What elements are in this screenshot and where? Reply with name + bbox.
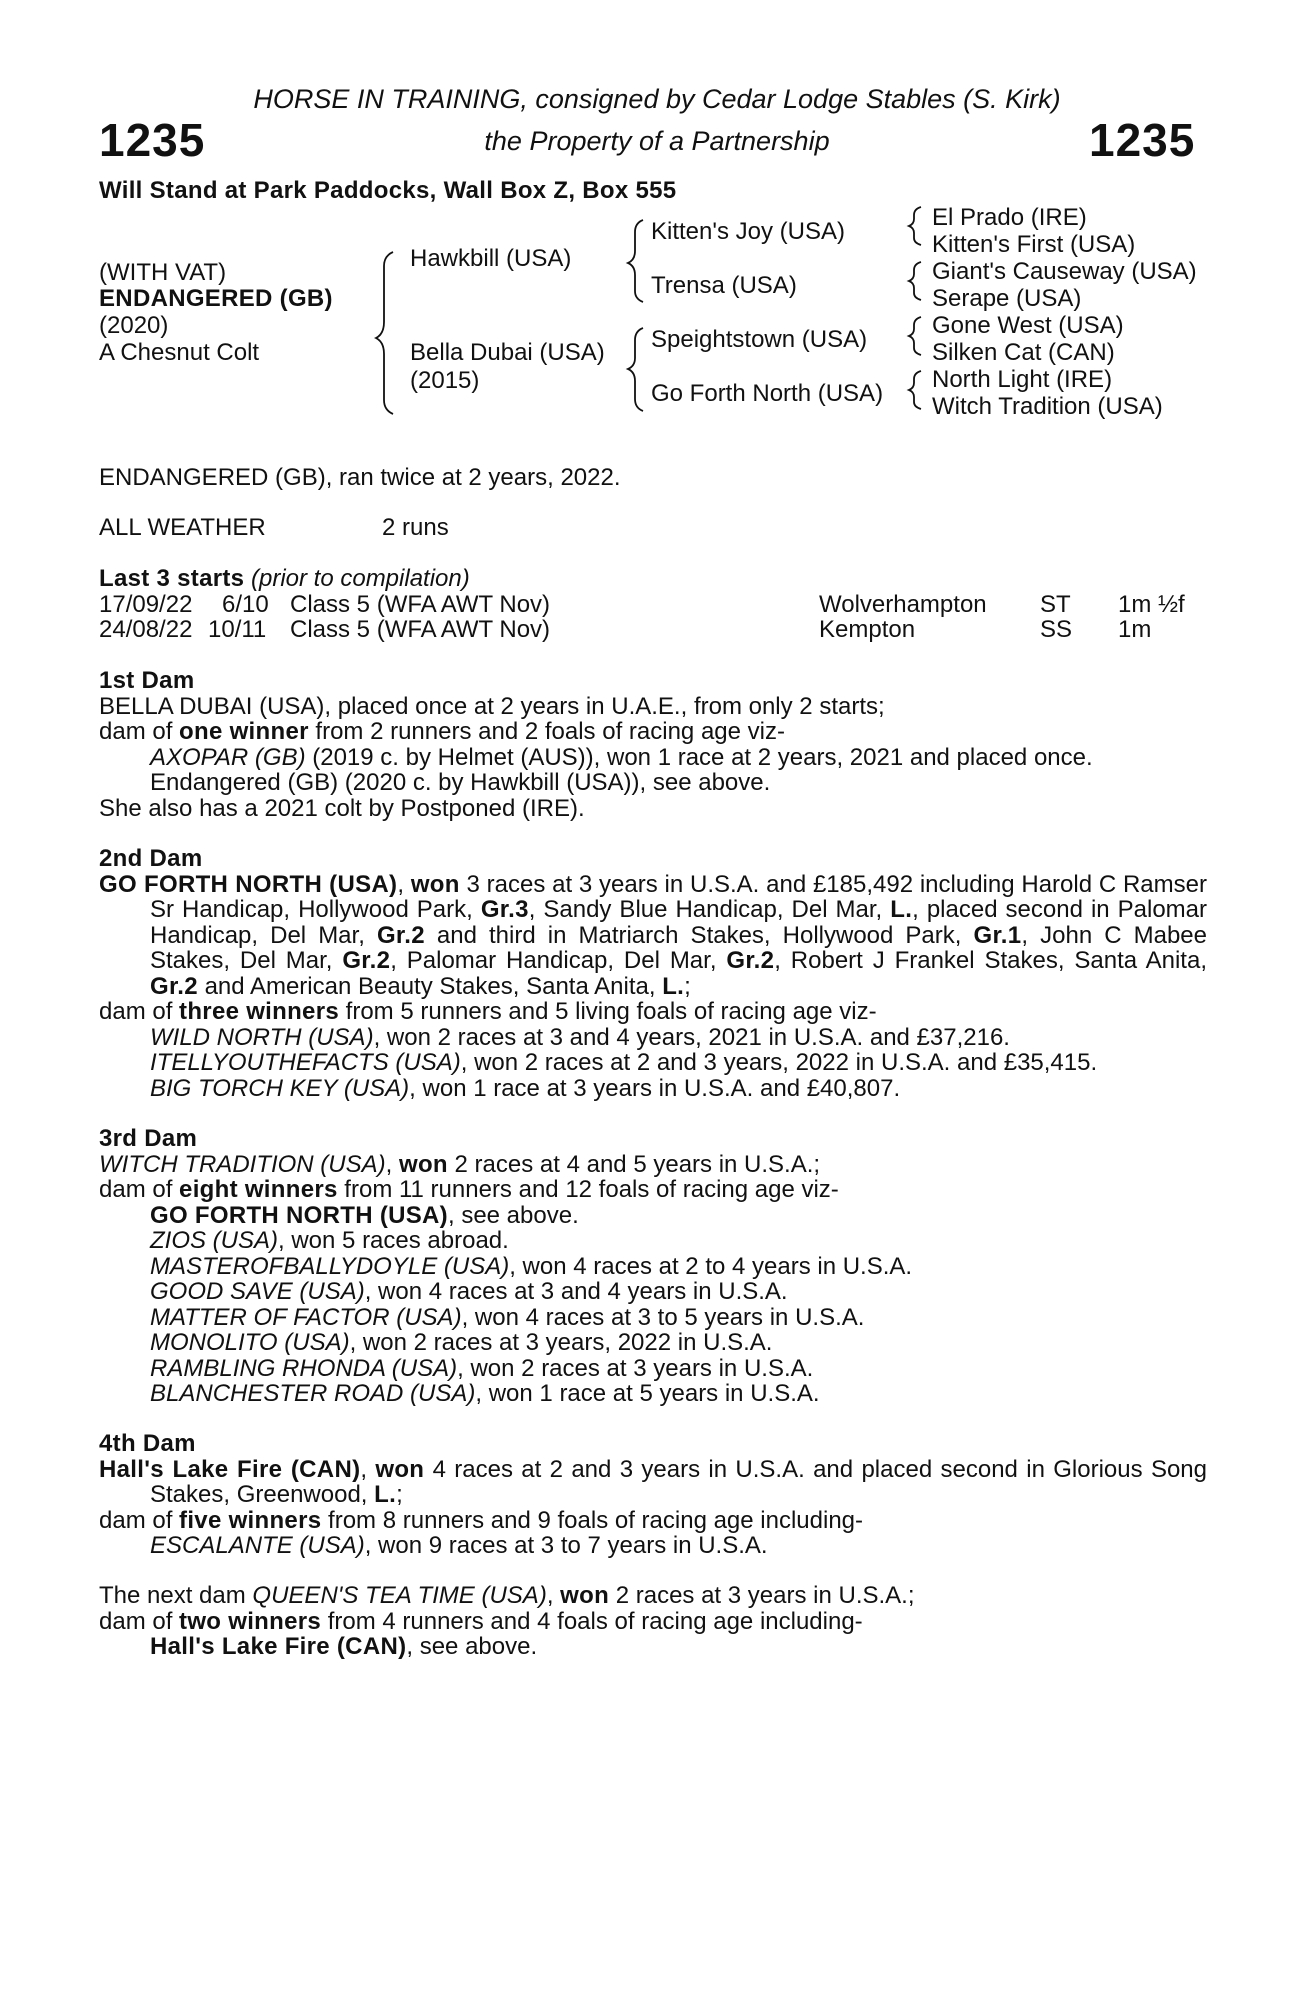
fourth-dam-record: Hall's Lake Fire (CAN), won 4 races at 2 and 3 years in U.S.A. and placed second in Glorious Song Stakes, Greenwood, L.; <box>99 1455 1208 1508</box>
first-dam-line: BELLA DUBAI (USA), placed once at 2 years in U.A.E., from only 2 starts; <box>99 692 885 720</box>
first-dam-note: She also has a 2021 colt by Postponed (IRE). <box>99 794 585 822</box>
produce-endangered: Endangered (GB) (2020 c. by Hawkbill (USA)), see above. <box>150 769 771 796</box>
sss: El Prado (IRE) <box>932 204 1087 231</box>
first-dam-produce-line: dam of one winner from 2 runners and 2 foals of racing age viz- <box>99 718 785 745</box>
third-dam-produce-line: dam of eight winners from 11 runners and 12 foals of racing age viz- <box>99 1176 839 1203</box>
consignor-line: HORSE IN TRAINING, consigned by Cedar Lodge Stables (S. Kirk) <box>253 84 1061 114</box>
start-row-1-surface: ST <box>1040 591 1071 618</box>
start-row-1-race: Class 5 (WFA AWT Nov) <box>290 591 551 618</box>
start-row-2-pos: 10/11 <box>208 616 267 643</box>
last-starts-note: (prior to compilation) <box>250 565 470 592</box>
start-row-1-pos: 6/10 <box>222 591 269 618</box>
sire-dam: Trensa (USA) <box>651 272 797 299</box>
dam: Bella Dubai (USA) <box>410 339 605 366</box>
race-summary: ENDANGERED (GB), ran twice at 2 years, 2022. <box>99 464 621 491</box>
produce-monolito: MONOLITO (USA), won 2 races at 3 years, 2022 in U.S.A. <box>150 1329 773 1356</box>
fourth-dam-section <box>99 1431 1207 1559</box>
fourth-dam-produce-line: dam of five winners from 8 runners and 9 foals of racing age including- <box>99 1506 864 1534</box>
produce-rambling-rhonda: RAMBLING RHONDA (USA), won 2 races at 3 years in U.S.A. <box>150 1354 814 1382</box>
next-dam-section <box>99 1583 1207 1660</box>
produce-wild-north: WILD NORTH (USA), won 2 races at 3 and 4 years, 2021 in U.S.A. and £37,216. <box>150 1023 1010 1051</box>
ddd: Witch Tradition (USA) <box>932 393 1163 420</box>
start-row-2-surface: SS <box>1040 616 1073 643</box>
dam-sire: Speightstown (USA) <box>651 326 868 353</box>
second-dam-record: GO FORTH NORTH (USA), won 3 races at 3 years in U.S.A. and £185,492 including Harold C Ramser Sr Handicap, Hollywood Park, Gr.3, Sandy Blue Handicap, Del Mar, L., placed second in Palomar Handicap, Del Mar, Gr.2 and third in Matriarch Stakes, Hollywood Park, Gr.1, John C Mabee Stakes, Del Mar, Gr.2, Palomar Handicap, Del Mar, Gr.2, Robert J Frankel Stakes, Santa Anita, Gr.2 and American Beauty Stakes, Santa Anita, L.; <box>99 870 1208 1000</box>
produce-blanchester-road: BLANCHESTER ROAD (USA), won 1 race at 5 years in U.S.A. <box>150 1380 820 1407</box>
last-starts-title: Last 3 starts <box>99 565 245 592</box>
produce-axopar: AXOPAR (GB) (2019 c. by Helmet (AUS)), won 1 race at 2 years, 2021 and placed once. <box>150 743 1093 771</box>
sire: Hawkbill (USA) <box>410 245 572 272</box>
horse-description: A Chesnut Colt <box>99 339 260 366</box>
produce-halls-lake-fire: Hall's Lake Fire (CAN), see above. <box>150 1633 538 1660</box>
third-dam-record: WITCH TRADITION (USA), won 2 races at 4 and 5 years in U.S.A.; <box>99 1150 821 1178</box>
ssd: Kitten's First (USA) <box>932 231 1136 258</box>
first-dam-section <box>99 668 1207 821</box>
second-dam-heading: 2nd Dam <box>99 845 203 872</box>
last-starts-heading <box>99 566 470 592</box>
produce-escalante: ESCALANTE (USA), won 9 races at 3 to 7 years in U.S.A. <box>150 1532 768 1559</box>
start-row-2-date: 24/08/22 <box>99 616 193 643</box>
sire-sire: Kitten's Joy (USA) <box>651 218 845 245</box>
property-line: the Property of a Partnership <box>484 126 830 156</box>
produce-zios: ZIOS (USA), won 5 races abroad. <box>150 1227 509 1254</box>
produce-masterofballydoyle: MASTEROFBALLYDOYLE (USA), won 4 races at 2 to 4 years in U.S.A. <box>150 1252 913 1280</box>
dds: North Light (IRE) <box>932 366 1113 393</box>
foaling-year: (2020) <box>99 312 169 339</box>
vat-label: (WITH VAT) <box>99 259 227 286</box>
produce-big-torch-key: BIG TORCH KEY (USA), won 1 race at 3 years in U.S.A. and £40,807. <box>150 1074 901 1102</box>
start-row-2-distance: 1m <box>1118 616 1152 643</box>
produce-itellyouthefacts: ITELLYOUTHEFACTS (USA), won 2 races at 2 and 3 years, 2022 in U.S.A. and £35,415. <box>150 1049 1098 1076</box>
second-dam-produce-line: dam of three winners from 5 runners and 5 living foals of racing age viz- <box>99 998 877 1025</box>
produce-good-save: GOOD SAVE (USA), won 4 races at 3 and 4 years in U.S.A. <box>150 1278 788 1305</box>
start-row-2-course: Kempton <box>819 616 916 643</box>
third-dam-section <box>99 1126 1207 1407</box>
all-weather-value: 2 runs <box>382 514 449 541</box>
second-dam-section <box>99 846 1207 1101</box>
produce-go-forth-north: GO FORTH NORTH (USA), see above. <box>150 1201 579 1229</box>
produce-matter-of-factor: MATTER OF FACTOR (USA), won 4 races at 3 to 5 years in U.S.A. <box>150 1303 865 1331</box>
stand-location: Will Stand at Park Paddocks, Wall Box Z, Box 555 <box>99 177 677 204</box>
start-row-2-race: Class 5 (WFA AWT Nov) <box>290 616 551 643</box>
dam-dam: Go Forth North (USA) <box>651 380 884 407</box>
lot-number-right: 1235 <box>1089 114 1196 166</box>
next-dam-produce-line: dam of two winners from 4 runners and 4 foals of racing age including- <box>99 1607 863 1635</box>
sdd: Serape (USA) <box>932 285 1082 312</box>
dsd: Silken Cat (CAN) <box>932 339 1115 366</box>
start-row-1-course: Wolverhampton <box>819 591 987 618</box>
lot-number-left: 1235 <box>99 114 206 166</box>
sds: Giant's Causeway (USA) <box>932 258 1197 285</box>
horse-name: ENDANGERED (GB) <box>99 285 333 312</box>
first-dam-heading: 1st Dam <box>99 667 195 694</box>
fourth-dam-heading: 4th Dam <box>99 1430 196 1457</box>
dss: Gone West (USA) <box>932 312 1124 339</box>
next-dam-record: The next dam QUEEN'S TEA TIME (USA), won 2 races at 3 years in U.S.A.; <box>99 1582 915 1609</box>
third-dam-heading: 3rd Dam <box>99 1125 198 1152</box>
dam-year: (2015) <box>410 367 480 394</box>
all-weather-label: ALL WEATHER <box>99 514 266 541</box>
start-row-1-date: 17/09/22 <box>99 591 193 618</box>
start-row-1-distance: 1m ½f <box>1118 591 1185 618</box>
